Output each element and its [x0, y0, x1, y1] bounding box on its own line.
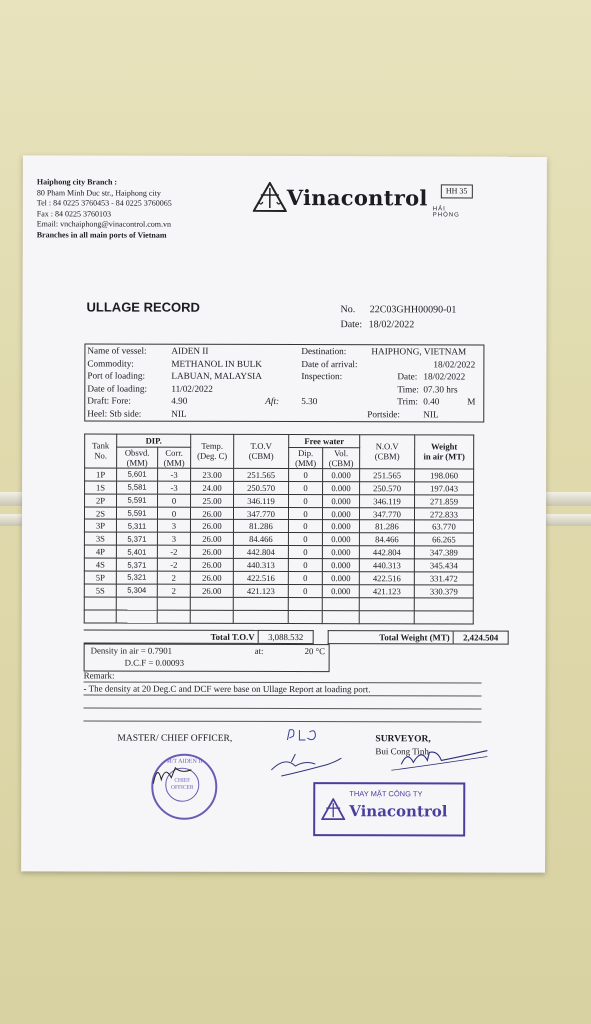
table-cell-empty [414, 611, 473, 624]
date-value: 18/02/2022 [368, 319, 415, 331]
stamp-wordmark: Vinacontrol [349, 802, 448, 821]
table-cell: 5,311 [116, 520, 157, 533]
table-row [84, 584, 473, 598]
table-row [84, 558, 473, 572]
table-cell: 197.043 [415, 482, 474, 495]
table-cell: 26.00 [190, 507, 233, 520]
table-cell: 272.833 [414, 507, 473, 520]
table-row [84, 571, 473, 585]
table-cell: 3 [157, 520, 190, 533]
table-row-empty [84, 610, 473, 624]
remark-text: - The density at 20 Deg.C and DCF were base on Ullage Report at loading port. [84, 682, 482, 696]
port-label: Port of loading: [87, 370, 146, 381]
col-corr-unit: (MM) [163, 457, 185, 468]
destination-value: HAIPHONG, VIETNAM [371, 346, 467, 357]
branch-email: Email: vnchaiphong@vinacontrol.com.vn [36, 219, 172, 229]
trim-label: Trim: [397, 396, 418, 407]
vessel-info-box [84, 343, 484, 422]
table-cell: 0 [289, 468, 323, 481]
no-label: No. [340, 304, 356, 316]
col-tov-label: T.O.V [250, 441, 272, 452]
branch-name: Haiphong city Branch : [36, 177, 118, 187]
logo-subtitle: HẢI PHÒNG [432, 206, 460, 219]
table-row [85, 481, 474, 495]
table-cell: 421.123 [233, 584, 288, 597]
table-row [85, 468, 474, 482]
table-cell: 0.000 [322, 559, 359, 572]
stb-value: NIL [171, 408, 187, 419]
table-cell: 0.000 [322, 533, 359, 546]
table-cell: 250.570 [360, 481, 415, 494]
inspection-label: Inspection: [301, 371, 343, 382]
total-weight-value: 2,424.504 [453, 631, 508, 644]
table-cell: 5,601 [117, 468, 158, 481]
ship-stamp-center: CHIEF OFFICER [165, 768, 199, 802]
col-weight-unit: in air (MT) [423, 451, 465, 462]
table-cell: 25.00 [191, 494, 234, 507]
col-degc-label: (Deg. C) [197, 451, 228, 462]
table-cell: 0.000 [322, 572, 359, 585]
col-tank-label: Tank [92, 440, 110, 451]
table-cell: -3 [158, 481, 191, 494]
loading-date-value: 11/02/2022 [171, 383, 213, 394]
table-cell: -3 [158, 468, 191, 481]
table-cell: 347.770 [359, 507, 414, 520]
col-vol-unit: (CBM) [328, 458, 354, 469]
col-dip: DIP. [117, 434, 191, 447]
time-value: 07.30 hrs [423, 384, 458, 395]
inspection-date-label: Date: [397, 371, 418, 382]
scales-icon [253, 182, 287, 212]
table-cell: 26.00 [190, 558, 233, 571]
arrival-label: Date of arrival: [301, 358, 358, 369]
col-obs-unit: (MM) [126, 457, 148, 468]
table-cell-empty [288, 597, 322, 610]
table-cell: 81.286 [233, 520, 288, 533]
table-cell-empty [116, 597, 157, 610]
table-cell-empty [359, 597, 414, 610]
col-nov-label: N.O.V [375, 441, 399, 452]
table-cell-empty [288, 610, 322, 623]
table-cell: 5,401 [116, 545, 157, 558]
table-cell: 0 [288, 584, 322, 597]
table-cell: 3 [157, 533, 190, 546]
table-cell: 0 [288, 507, 322, 520]
table-cell: 0 [158, 494, 191, 507]
col-corr-label: Corr. [165, 447, 183, 458]
arrival-value: 18/02/2022 [433, 358, 476, 370]
col-weight-label: Weight [431, 441, 458, 452]
officer-signature [151, 760, 195, 790]
col-temp [191, 434, 234, 468]
table-cell: 1S [85, 481, 117, 494]
trim-value: 0.40 [423, 396, 440, 407]
surveyor-name: Bui Cong Tinh [375, 746, 429, 757]
table-cell: 23.00 [191, 468, 234, 481]
table-row [84, 532, 473, 546]
remark-section [83, 669, 481, 722]
table-cell: 346.119 [234, 494, 289, 507]
destination-label: Destination: [301, 346, 347, 357]
table-cell: 347.770 [233, 507, 288, 520]
ullage-record-document [21, 155, 547, 872]
table-cell: 442.804 [233, 546, 288, 559]
logo-wordmark: Vinacontrol [286, 184, 428, 210]
trim-unit: M [467, 396, 476, 407]
ullage-table-body [84, 468, 473, 624]
table-cell-empty [157, 597, 190, 610]
table-cell: 5,591 [116, 507, 157, 520]
table-cell: 0 [157, 507, 190, 520]
table-cell: 3S [84, 532, 116, 545]
table-cell: 0 [288, 572, 322, 585]
table-cell: 0.000 [323, 494, 360, 507]
col-corr [158, 447, 191, 468]
table-cell: 84.466 [359, 533, 414, 546]
aft-label: Aft: [265, 396, 280, 407]
record-date [340, 319, 414, 330]
table-cell: 26.00 [190, 584, 233, 597]
total-tov-label: Total T.O.V [84, 630, 259, 643]
table-cell: 2S [84, 507, 116, 520]
ullage-table [84, 433, 474, 624]
loading-date-label: Date of loading: [87, 383, 148, 394]
col-nov [360, 435, 415, 469]
aft-value: 5.30 [301, 396, 318, 407]
col-no-label: No. [94, 450, 107, 461]
col-fdip-unit: (MM) [295, 457, 317, 468]
branch-address: 80 Pham Minh Duc str., Haiphong city [36, 187, 161, 198]
table-cell: -2 [157, 545, 190, 558]
table-cell: 440.313 [359, 559, 414, 572]
table-cell: 421.123 [359, 585, 414, 598]
table-cell: 0 [288, 559, 322, 572]
stamp-top-text: THAY MẶT CÔNG TY [349, 789, 423, 799]
table-cell: 271.859 [415, 495, 474, 508]
table-cell: 0.000 [323, 481, 360, 494]
table-cell-empty [157, 610, 190, 623]
col-tank [85, 434, 117, 468]
no-value: 22C03GHH00090-01 [369, 304, 457, 316]
table-cell: 0.000 [323, 468, 360, 481]
table-row [84, 507, 473, 521]
table-cell: 0 [288, 520, 322, 533]
table-row-empty [84, 597, 473, 611]
branches-note: Branches in all main ports of Vietnam [36, 229, 167, 240]
portside-label: Portside: [367, 409, 400, 420]
table-cell: 0 [289, 494, 323, 507]
master-label: MASTER/ CHIEF OFFICER, [117, 733, 233, 744]
table-cell: 5P [84, 571, 116, 584]
table-cell: 5,371 [116, 532, 157, 545]
vessel-label: Name of vessel: [87, 345, 147, 356]
table-cell: 0 [288, 546, 322, 559]
col-temp-label: Temp. [201, 441, 223, 452]
handwritten-signatures [251, 726, 491, 797]
remark-blank-1 [83, 695, 481, 709]
table-cell: 63.770 [414, 520, 473, 533]
table-row [85, 494, 474, 508]
table-cell: 330.379 [414, 585, 473, 598]
density-box [84, 643, 330, 672]
table-cell: 5,591 [117, 494, 158, 507]
table-cell: 84.466 [233, 533, 288, 546]
col-weight [415, 435, 474, 469]
vessel-value: AIDEN II [171, 345, 209, 356]
total-tov-value: 3,088.532 [258, 630, 313, 643]
form-code: HH 35 [441, 184, 473, 198]
table-cell-empty [84, 610, 116, 623]
table-cell: 66.265 [414, 533, 473, 546]
table-cell: 345.434 [414, 559, 473, 572]
table-cell: 26.00 [190, 571, 233, 584]
table-cell: 5,581 [117, 481, 158, 494]
table-cell: 1P [85, 468, 117, 481]
inspection-date: 18/02/2022 [423, 371, 466, 382]
table-row [84, 519, 473, 533]
branch-header [37, 177, 172, 240]
table-cell: 250.570 [234, 481, 289, 494]
record-number [341, 304, 457, 315]
table-cell-empty [116, 610, 157, 623]
table-cell: 0 [289, 481, 323, 494]
table-cell: 26.00 [190, 533, 233, 546]
portside-value: NIL [423, 409, 439, 420]
table-cell: 5,371 [116, 558, 157, 571]
remark-label: Remark: [84, 669, 482, 683]
table-cell: 5S [84, 584, 116, 597]
table-cell: 4P [84, 545, 116, 558]
table-cell: 251.565 [234, 468, 289, 481]
port-value: LABUAN, MALAYSIA [171, 370, 262, 382]
totals-row [84, 629, 509, 644]
total-weight-label: Total Weight (MT) [328, 631, 453, 644]
table-cell-empty [414, 598, 473, 611]
date-label: Date: [340, 319, 363, 331]
col-fdip [289, 447, 323, 468]
table-cell-empty [322, 597, 359, 610]
table-cell: 26.00 [190, 545, 233, 558]
table-cell-empty [322, 610, 359, 623]
table-cell: 347.389 [414, 546, 473, 559]
col-fdip-label: Dip. [298, 447, 314, 458]
density-at: at: [254, 645, 264, 656]
table-cell: 0.000 [322, 546, 359, 559]
table-cell: 422.516 [233, 571, 288, 584]
col-vol [323, 447, 360, 468]
table-cell-empty [84, 597, 116, 610]
table-cell: 440.313 [233, 558, 288, 571]
ship-stamp-ring-text: M/T AIDEN II [166, 758, 203, 765]
table-cell: 251.565 [360, 469, 415, 482]
table-cell: 0.000 [322, 520, 359, 533]
col-obs-label: Obsvd. [124, 447, 150, 458]
table-cell-empty [233, 597, 288, 610]
table-row [84, 545, 473, 559]
time-label: Time: [397, 384, 419, 395]
branch-tel: Tel : 84 0225 3760453 - 84 0225 3760065 [36, 198, 172, 208]
table-cell-empty [190, 610, 233, 623]
branch-fax: Fax : 84 0225 3760103 [36, 208, 112, 219]
dcf-value: D.C.F = 0.00093 [124, 657, 185, 668]
col-tov-unit: (CBM) [248, 451, 274, 462]
heel-label: Heel: Stb side: [87, 408, 142, 419]
table-cell: 2P [85, 494, 117, 507]
col-nov-unit: (CBM) [374, 451, 400, 462]
table-cell: 5,304 [116, 584, 157, 597]
fore-value: 4.90 [171, 396, 188, 407]
document-title: ULLAGE RECORD [86, 299, 200, 315]
table-cell: -2 [157, 558, 190, 571]
density-temp: 20 °C [304, 646, 326, 657]
table-cell: 2 [157, 571, 190, 584]
table-cell: 346.119 [360, 494, 415, 507]
table-cell: 2 [157, 584, 190, 597]
stamp-scales-icon [321, 798, 345, 820]
commodity-value: METHANOL IN BULK [171, 358, 262, 369]
col-obs [117, 447, 158, 468]
table-cell: 26.00 [190, 520, 233, 533]
table-cell: 442.804 [359, 546, 414, 559]
table-cell-empty [233, 610, 288, 623]
remark-blank-2 [83, 708, 481, 722]
col-tov [234, 434, 289, 468]
table-cell: 422.516 [359, 572, 414, 585]
density-label: Density in air = 0.7901 [90, 645, 173, 656]
surveyor-label: SURVEYOR, [375, 734, 431, 745]
table-cell: 0 [288, 533, 322, 546]
col-vol-label: Vol. [334, 448, 349, 459]
table-cell-empty [190, 597, 233, 610]
table-cell: 198.060 [415, 469, 474, 482]
table-cell: 5,321 [116, 571, 157, 584]
table-cell-empty [359, 610, 414, 623]
table-cell: 4S [84, 558, 116, 571]
col-free-water: Free water [289, 435, 360, 448]
table-cell: 24.00 [191, 481, 234, 494]
table-cell: 0.000 [322, 585, 359, 598]
commodity-label: Commodity: [87, 358, 134, 369]
table-cell: 0.000 [322, 507, 359, 520]
table-cell: 331.472 [414, 572, 473, 585]
table-cell: 81.286 [359, 520, 414, 533]
table-cell: 3P [84, 519, 116, 532]
draft-label: Draft: Fore: [87, 395, 131, 406]
